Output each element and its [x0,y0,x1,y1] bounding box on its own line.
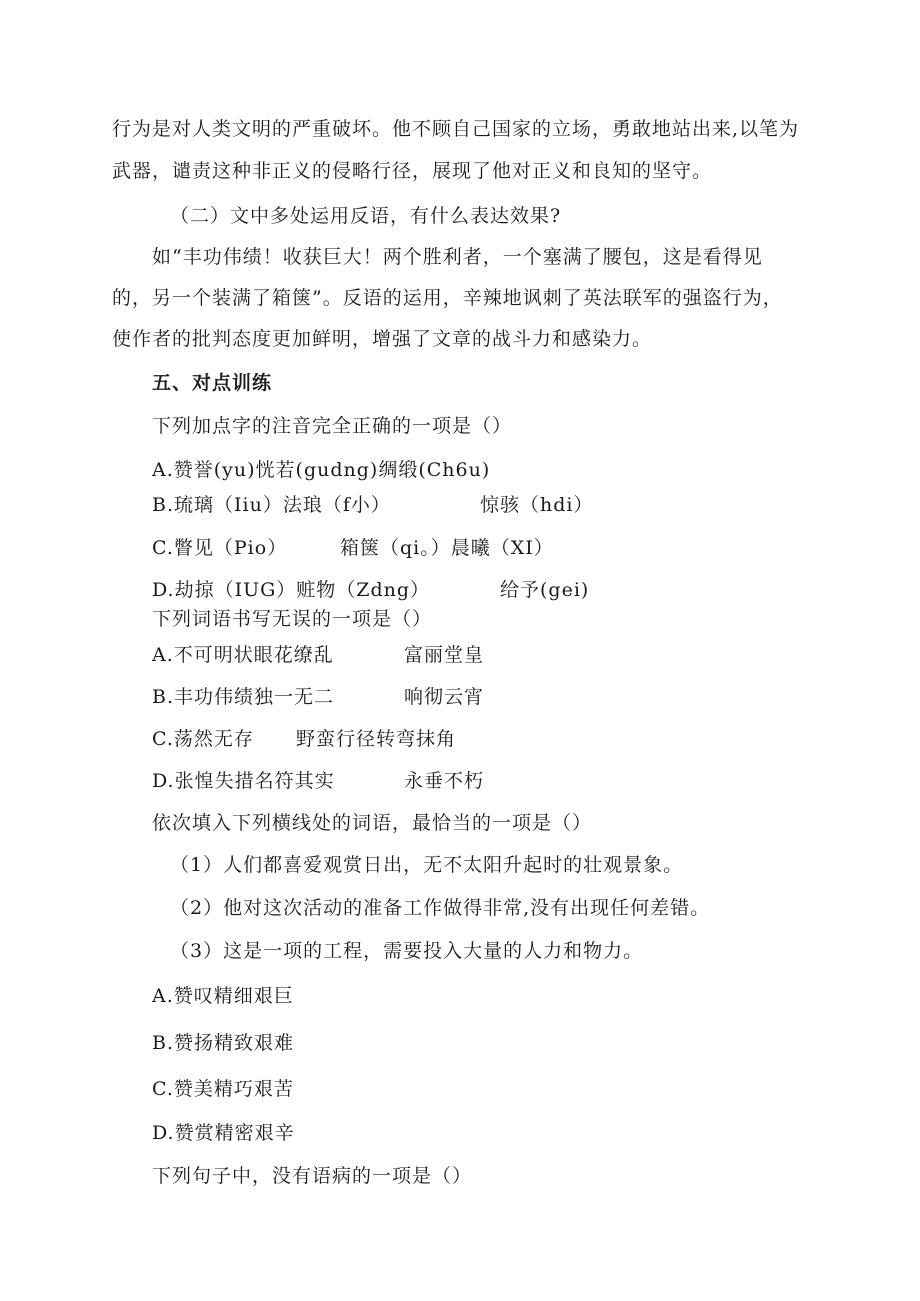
option-c-extra: 箱箧（qi。）晨曦（XI） [340,537,554,559]
option-c: C.瞥见（Pio） [152,537,288,559]
question-stem: 依次填入下列横线处的词语，最恰当的一项是（） [152,812,593,834]
option-a: A.不可明状眼花缭乱 [152,644,334,666]
fill-sentence: （2）他对这次活动的准备工作做得非常,没有出现任何差错。 [170,897,711,919]
option-d: D.劫掠（IUG）赃物（Zdng） [152,579,431,601]
option-b: B.赞扬精致艰难 [152,1032,295,1054]
question-stem: 下列词语书写无误的一项是（） [152,608,433,630]
option-d: D.张惶失措名符其实 [152,770,335,792]
option-a: A.赞叹精细艰巨 [152,985,294,1007]
option-a: A.赞誉(yu)恍若(gudng)绸缎(Ch6u) [152,459,491,481]
option-c: C.荡然无存 [152,728,254,750]
question-heading: （二）文中多处运用反语，有什么表达效果? [170,205,562,227]
paragraph-line: 武器，谴责这种非正义的侵略行径，展现了他对正义和良知的坚守。 [112,160,713,182]
option-b: B.丰功伟绩独一无二 [152,686,335,708]
answer-line: 的，另一个装满了箱箧”。反语的运用，辛辣地讽刺了英法联军的强盗行为， [112,287,783,309]
question-stem: 下列句子中，没有语病的一项是（） [152,1165,473,1187]
section-title: 五、对点训练 [152,372,273,394]
fill-sentence: （3）这是一项的工程，需要投入大量的人力和物力。 [170,940,644,962]
answer-line: 使作者的批判态度更加鲜明，增强了文章的战斗力和感染力。 [112,328,653,350]
fill-sentence: （1）人们都喜爱观赏日出，无不太阳升起时的壮观景象。 [170,854,684,876]
option-d-extra: 永垂不朽 [404,770,485,792]
option-d: D.赞赏精密艰辛 [152,1122,295,1144]
option-c-extra: 野蛮行径转弯抹角 [296,728,457,750]
option-b-extra: 惊骇（hdi） [480,494,594,516]
option-b: B.琉璃（Iiu）法琅（f小） [152,494,391,516]
question-stem: 下列加点字的注音完全正确的一项是（） [152,415,513,437]
option-a-extra: 富丽堂皇 [404,644,485,666]
option-b-extra: 响彻云宵 [404,686,485,708]
answer-line: 如“丰功伟绩！收获巨大！两个胜利者，一个塞满了腰包，这是看得见 [152,246,763,268]
option-c: C.赞美精巧艰苦 [152,1078,294,1100]
option-d-extra: 给予(gei) [500,579,590,601]
paragraph-line: 行为是对人类文明的严重破坏。他不顾自己国家的立场，勇敢地站出来,以笔为 [112,118,800,140]
